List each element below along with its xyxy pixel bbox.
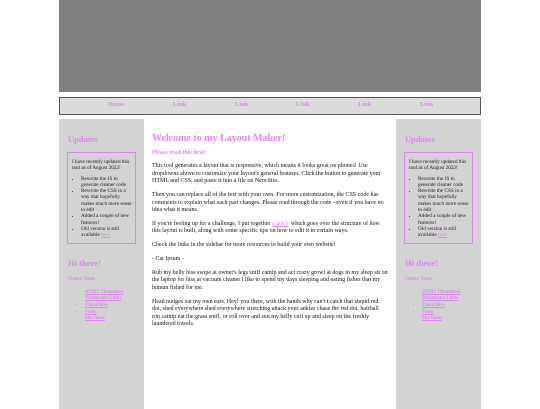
main-content xyxy=(144,119,396,409)
updates-box xyxy=(404,152,473,244)
updates-title: Updates xyxy=(405,134,435,144)
tool-link-webmaster-links[interactable]: Webmaster Links xyxy=(422,296,459,302)
tools-list xyxy=(67,290,136,324)
tool-link-webmaster-links[interactable]: Webmaster Links xyxy=(85,296,122,302)
nav-bar xyxy=(59,97,481,115)
tool-link-site-ideas[interactable]: Site Ideas xyxy=(85,316,105,322)
updates-title: Updates xyxy=(68,134,98,144)
updates-intro: I have recently updated this tool as of August 2022! xyxy=(72,159,130,172)
old-version-link[interactable]: here xyxy=(438,232,447,239)
tools-item xyxy=(85,303,136,310)
page xyxy=(59,0,481,405)
updates-item: • Added a couple of new features! xyxy=(81,213,132,226)
old-version-text: Old version is still available xyxy=(418,225,457,239)
old-version-link[interactable]: here xyxy=(101,232,110,239)
tool-link-third-hive[interactable]: Third Hive xyxy=(422,302,445,308)
tools-item xyxy=(422,310,473,317)
tools-list xyxy=(404,290,473,324)
updates-item: • Rewrote the JS to generate cleaner code xyxy=(81,176,132,189)
tool-link-fonts[interactable]: Fonts xyxy=(422,309,434,315)
tool-link-site-ideas[interactable]: Site Ideas xyxy=(422,316,442,322)
tools-item xyxy=(85,296,136,303)
right-sidebar xyxy=(396,119,481,409)
nav-link-2[interactable]: Link xyxy=(235,101,249,108)
tools-title: Other Tools xyxy=(405,275,433,282)
updates-list xyxy=(408,176,469,239)
updates-item: • Added a couple of new features! xyxy=(418,213,469,226)
nav-link-3[interactable]: Link xyxy=(296,101,310,108)
paragraph-cat-ipsum-1: Rub my belly hiss swipe at owner's legs sniff catnip and act crazy growl at dogs in my sleep sit on the laptop for hiss at vacuum cleaner i like to spend my days sleeping and eating fishes that my human fished for me. xyxy=(152,269,388,291)
paragraph-intro: This tool generates a layout that is responsive, which means it looks great on phones! Use dropdowns above to customize your layout's general features. Click the button to generate your HTML and CSS, and paste it into a file on Neocities. xyxy=(152,163,381,185)
tool-link-html-cheatsheet[interactable]: HTML Cheatsheet xyxy=(85,289,124,295)
paragraph-guide xyxy=(152,221,388,236)
tool-link-html-cheatsheet[interactable]: HTML Cheatsheet xyxy=(422,289,461,295)
updates-box xyxy=(67,152,136,244)
page-subtitle: Please read this first! xyxy=(152,150,207,156)
tools-item xyxy=(422,303,473,310)
hi-title: Hi there! xyxy=(68,257,101,268)
updates-item-old-version xyxy=(81,226,132,239)
tool-link-third-hive[interactable]: Third Hive xyxy=(85,302,108,308)
tools-item xyxy=(85,310,136,317)
tools-item xyxy=(422,290,473,297)
tools-title: Other Tools xyxy=(68,275,96,282)
paragraph-cat-ipsum-2: Head nudges eat my own ears. Hey! you there, with the hands why can't i catch that stupid red dot, shed everywhere shed everywhere stretching attack your ankles chase the red dot, hairball run catnip eat the grass sniff, or roll over and sun my belly curl up and sleep on the freshly laundered towels. xyxy=(152,298,379,327)
updates-intro: I have recently updated this tool as of August 2022! xyxy=(409,159,467,172)
tool-link-fonts[interactable]: Fonts xyxy=(85,309,97,315)
guide-text-after: which goes over the structure of how this layout is built, along with some specific tips on how to edit it in certain ways. xyxy=(152,220,380,235)
updates-list xyxy=(71,176,132,239)
updates-item: • Rewrote the JS to generate cleaner code xyxy=(418,176,469,189)
tools-item xyxy=(85,290,136,297)
tools-item xyxy=(422,296,473,303)
updates-item-old-version xyxy=(418,226,469,239)
guide-text-before: If you're feeling up for a challenge, I put together xyxy=(152,220,272,227)
old-version-text: Old version is still available xyxy=(81,225,120,239)
updates-item: • Rewrote the CSS in a way that hopefully makes much more sense to edit xyxy=(418,188,469,213)
nav-link-1[interactable]: Link xyxy=(173,101,187,108)
paragraph-sidebar-note: Check the links in the sidebar for more resources to build your own website! xyxy=(152,242,336,249)
header-banner xyxy=(59,0,481,92)
tools-item xyxy=(85,316,136,323)
hi-title: Hi there! xyxy=(405,257,438,268)
guide-link[interactable]: a guide xyxy=(271,220,290,227)
updates-item: • Rewrote the CSS in a way that hopefully makes much more sense to edit xyxy=(81,188,132,213)
tools-item xyxy=(422,316,473,323)
paragraph-customize: Then you can replace all of the text with your own. For more customization, the CSS code has comments to explain what each part changes. Please read through the code - even if you have no idea what it means. xyxy=(152,192,384,213)
page-title: Welcome to my Layout Maker! xyxy=(152,133,286,144)
nav-link-home[interactable]: Home xyxy=(108,101,125,108)
nav-link-5[interactable]: Link xyxy=(420,101,434,108)
nav-link-4[interactable]: Link xyxy=(358,101,372,108)
paragraph-cat-ipsum-title: - Cat Ipsum - xyxy=(152,256,184,263)
left-sidebar xyxy=(59,119,144,409)
